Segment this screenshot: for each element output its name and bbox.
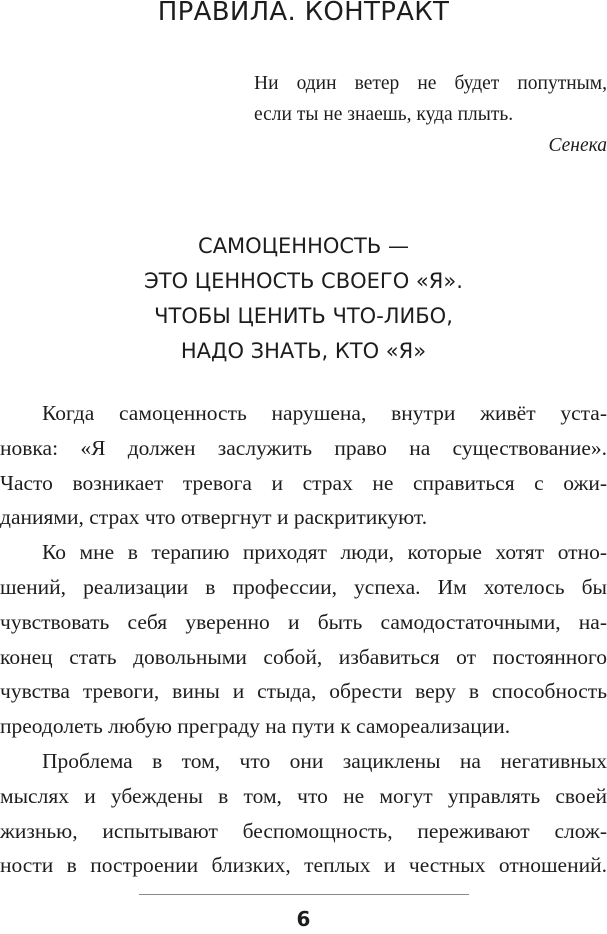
epigraph-author: Сенека	[548, 135, 607, 156]
epigraph-line: Ни один ветер не будет попутным,	[254, 73, 607, 94]
body-text	[0, 396, 607, 883]
text-line: Когда самоценность нарушена, внутри живёт уста-	[42, 401, 607, 425]
text-line: новка: «Я должен заслужить право на существование».	[0, 435, 607, 460]
epigraph-line: если ты не знаешь, куда плыть.	[254, 104, 514, 125]
text-line: чувства тревоги, вины и стыда, обрести веру в способность	[0, 679, 607, 704]
epigraph	[254, 68, 607, 161]
section-heading	[0, 229, 607, 369]
text-line: чувствовать себя уверенно и быть самодостаточными, на-	[0, 609, 607, 634]
heading-line: ЧТОБЫ ЦЕНИТЬ ЧТО-ЛИБО,	[154, 304, 453, 328]
text-line: Проблема в том, что они зациклены на негативных	[42, 748, 607, 773]
heading-line: НАДО ЗНАТЬ, КТО «Я»	[180, 339, 427, 363]
paragraph-2	[0, 535, 607, 744]
paragraph-3	[0, 744, 607, 883]
text-line: Часто возникает тревога и страх не справиться с ожи-	[0, 470, 607, 495]
text-line: жизнью, испытывают беспомощность, переживают слож-	[0, 818, 607, 843]
footer-divider	[139, 894, 469, 895]
text-line: ности в построении близких, теплых и честных отношений.	[0, 853, 607, 878]
chapter-title: ПРАВИЛА. КОНТРАКТ	[157, 0, 450, 27]
page-number: 6	[296, 907, 311, 931]
heading-line: ЭТО ЦЕННОСТЬ СВОЕГО «Я».	[144, 269, 463, 293]
text-line: мыслях и убеждены в том, что не могут управлять своей	[0, 783, 607, 808]
text-line: шений, реализации в профессии, успеха. Им хотелось бы	[0, 574, 607, 599]
text-line: преодолеть любую преграду на пути к самореализации.	[0, 714, 511, 739]
text-line: даниями, страх что отвергнут и раскритикуют.	[0, 505, 428, 530]
paragraph-1	[0, 396, 607, 535]
text-line: Ко мне в терапию приходят люди, которые хотят отно-	[42, 540, 607, 565]
text-line: конец стать довольными собой, избавиться от постоянного	[0, 644, 607, 669]
heading-line: САМОЦЕННОСТЬ —	[198, 234, 409, 258]
